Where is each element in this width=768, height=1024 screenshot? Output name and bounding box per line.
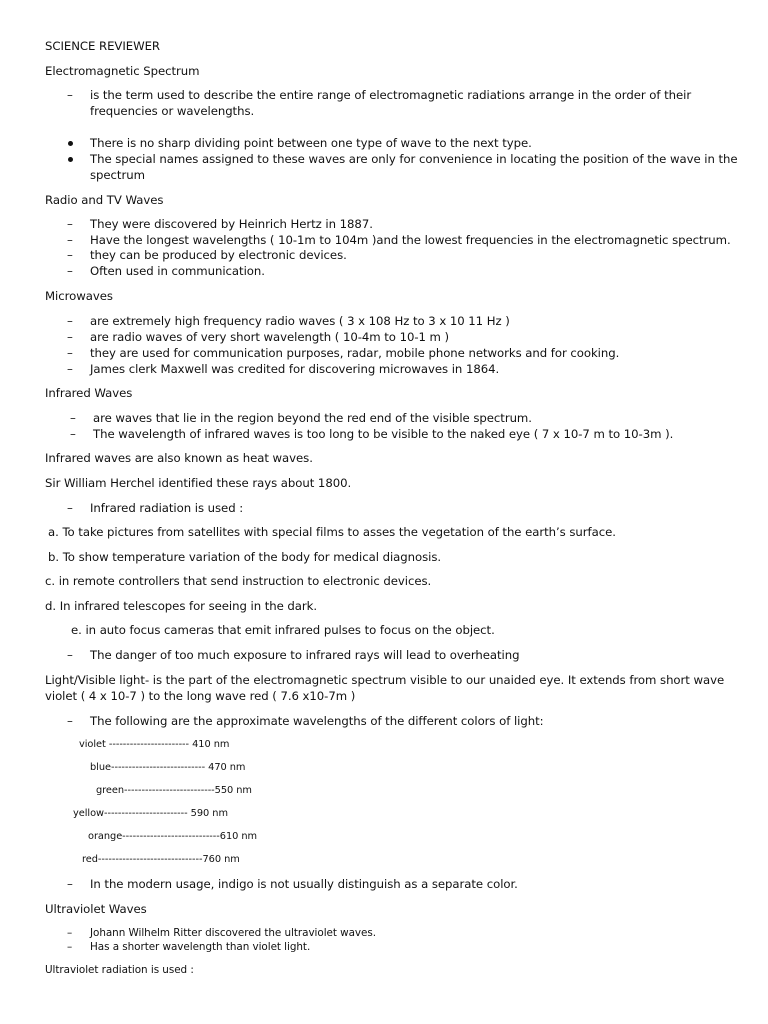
dash-marker: –: [67, 501, 73, 515]
dash-marker: –: [67, 314, 73, 328]
dash-marker: –: [67, 217, 73, 231]
dash-marker: –: [67, 248, 73, 262]
bullet-icon: [68, 157, 73, 162]
radio-list-item: Often used in communication.: [90, 264, 265, 278]
infrared-list-item: The wavelength of infrared waves is too long to be visible to the naked eye ( 7 x 10-7 m to 10-3m ).: [93, 427, 674, 441]
radio-list-item: they can be produced by electronic devices.: [90, 248, 347, 262]
dash-marker: –: [67, 362, 73, 376]
dash-marker: –: [67, 346, 73, 360]
ultraviolet-list-item: Has a shorter wavelength than violet light.: [90, 941, 311, 953]
infrared-use-item: e. in auto focus cameras that emit infrared pulses to focus on the object.: [71, 623, 495, 637]
dash-marker: –: [70, 427, 76, 441]
color-wavelength-row: green--------------------------550 nm: [96, 785, 252, 796]
dash-marker: –: [67, 88, 73, 102]
dash-marker: –: [67, 330, 73, 344]
section-heading-radio: Radio and TV Waves: [45, 193, 164, 207]
radio-list-item: Have the longest wavelengths ( 10-1m to 104m )and the lowest frequencies in the electromagnetic spectrum.: [90, 233, 731, 247]
microwaves-list-item: are extremely high frequency radio waves ( 3 x 108 Hz to 3 x 10 11 Hz ): [90, 314, 510, 328]
infrared-use-item: b. To show temperature variation of the body for medical diagnosis.: [48, 550, 442, 564]
ultraviolet-used-label: Ultraviolet radiation is used :: [45, 964, 194, 976]
dash-marker: –: [67, 927, 73, 939]
section-heading-ultraviolet: Ultraviolet Waves: [45, 902, 147, 916]
infrared-used-label: Infrared radiation is used :: [90, 501, 244, 515]
em-bullet-item: spectrum: [90, 168, 145, 182]
color-wavelength-row: blue--------------------------- 470 nm: [90, 762, 246, 773]
microwaves-list-item: they are used for communication purposes, radar, mobile phone networks and for cooking.: [90, 346, 620, 360]
radio-list-item: They were discovered by Heinrich Hertz in 1887.: [90, 217, 373, 231]
em-definition-line: is the term used to describe the entire range of electromagnetic radiations arrange in the order of their: [90, 88, 692, 102]
bullet-icon: [68, 141, 73, 146]
color-wavelength-row: violet ----------------------- 410 nm: [79, 739, 230, 750]
dash-marker: –: [67, 233, 73, 247]
dash-marker: –: [67, 877, 73, 891]
dash-marker: –: [67, 941, 73, 953]
color-wavelength-row: yellow------------------------ 590 nm: [73, 808, 228, 819]
microwaves-list-item: James clerk Maxwell was credited for discovering microwaves in 1864.: [90, 362, 500, 376]
dash-marker: –: [70, 411, 76, 425]
infrared-list-item: are waves that lie in the region beyond the red end of the visible spectrum.: [93, 411, 532, 425]
section-heading-em-spectrum: Electromagnetic Spectrum: [45, 64, 200, 78]
em-bullet-item: The special names assigned to these waves are only for convenience in locating the position of the wave in the: [90, 152, 738, 166]
em-bullet-item: There is no sharp dividing point between one type of wave to the next type.: [90, 136, 532, 150]
infrared-danger-note: The danger of too much exposure to infrared rays will lead to overheating: [90, 648, 520, 662]
ultraviolet-list-item: Johann Wilhelm Ritter discovered the ultraviolet waves.: [90, 927, 376, 939]
infrared-use-item: d. In infrared telescopes for seeing in the dark.: [45, 599, 318, 613]
dash-marker: –: [67, 648, 73, 662]
section-heading-microwaves: Microwaves: [45, 289, 113, 303]
infrared-herchel-note: Sir William Herchel identified these rays about 1800.: [45, 476, 352, 490]
color-wavelength-row: orange----------------------------610 nm: [88, 831, 258, 842]
visible-indigo-note: In the modern usage, indigo is not usually distinguish as a separate color.: [90, 877, 518, 891]
dash-marker: –: [67, 264, 73, 278]
infrared-use-item: c. in remote controllers that send instruction to electronic devices.: [45, 574, 432, 588]
section-heading-infrared: Infrared Waves: [45, 386, 133, 400]
visible-definition-line: violet ( 4 x 10-7 ) to the long wave red ( 7.6 x10-7m ): [45, 689, 356, 703]
infrared-heat-note: Infrared waves are also known as heat waves.: [45, 451, 313, 465]
infrared-use-item: a. To take pictures from satellites with special films to asses the vegetation of the earth’s surface.: [48, 525, 616, 539]
em-definition-line: frequencies or wavelengths.: [90, 104, 255, 118]
visible-definition-line: Light/Visible light- is the part of the electromagnetic spectrum visible to our unaided eye. It extends from short wave: [45, 673, 725, 687]
visible-following-label: The following are the approximate wavelengths of the different colors of light:: [90, 714, 544, 728]
document-title: SCIENCE REVIEWER: [45, 39, 161, 53]
color-wavelength-row: red------------------------------760 nm: [82, 854, 240, 865]
dash-marker: –: [67, 714, 73, 728]
microwaves-list-item: are radio waves of very short wavelength ( 10-4m to 10-1 m ): [90, 330, 450, 344]
